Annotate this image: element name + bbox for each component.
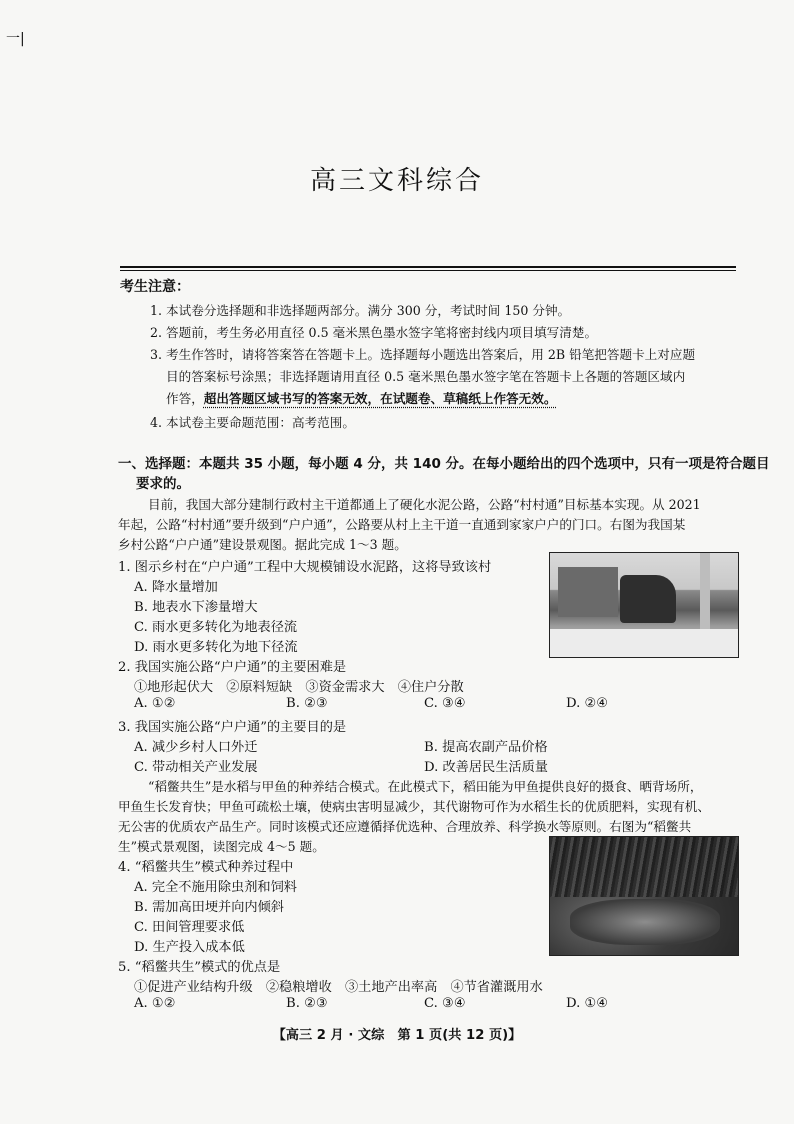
q3-stem: 3. 我国实施公路“户户通”的主要目的是 <box>118 720 347 735</box>
rural-road-photo <box>549 552 739 658</box>
divider-thin <box>120 270 736 271</box>
notice-item-3-cont: 目的答案标号涂黑；非选择题请用直径 0.5 毫米黑色墨水签字笔在答题卡上各题的答题区域内 <box>166 369 686 384</box>
q2-option-d: D. ②④ <box>566 696 609 711</box>
photo-house <box>558 567 618 617</box>
q1-option-c: C. 雨水更多转化为地表径流 <box>134 620 298 635</box>
q2-option-b: B. ②③ <box>286 696 328 711</box>
q3-option-d: D. 改善居民生活质量 <box>424 760 548 775</box>
q4-option-a: A. 完全不施用除虫剂和饲料 <box>134 880 297 895</box>
photo-road <box>550 629 738 657</box>
notice-item-1: 1. 本试卷分选择题和非选择题两部分。满分 300 分，考试时间 150 分钟。 <box>150 303 571 318</box>
q3-option-a: A. 减少乡村人口外迁 <box>134 740 258 755</box>
q4-stem: 4. “稻鳖共生”模式种养过程中 <box>118 860 294 875</box>
q4-option-b: B. 需加高田埂并向内倾斜 <box>134 900 284 915</box>
q5-choices: ①促进产业结构升级 ②稳粮增收 ③土地产出率高 ④节省灌溉用水 <box>134 980 543 995</box>
intro2-line2: 甲鱼生长发育快；甲鱼可疏松土壤，使病虫害明显减少，其代谢物可作为水稻生长的优质肥料，实现有机、 <box>118 799 710 814</box>
notice-item-2: 2. 答题前，考生务必用直径 0.5 毫米黑色墨水签字笔将密封线内项目填写清楚。 <box>150 325 598 340</box>
q1-stem: 1. 图示乡村在“户户通”工程中大规模铺设水泥路，这将导致该村 <box>118 560 492 575</box>
notice-heading: 考生注意： <box>120 279 190 295</box>
q4-option-d: D. 生产投入成本低 <box>134 940 245 955</box>
q5-option-a: A. ①② <box>134 996 176 1011</box>
q2-option-c: C. ③④ <box>424 696 466 711</box>
q5-stem: 5. “稻鳖共生”模式的优点是 <box>118 960 281 975</box>
notice-emphasis: 超出答题区域书写的答案无效，在试题卷、草稿纸上作答无效。 <box>203 391 557 406</box>
intro1-line3: 乡村公路“户户通”建设景观图。据此完成 1～3 题。 <box>118 537 407 552</box>
photo-rice-plants <box>550 837 738 897</box>
corner-mark: 一| <box>6 31 25 47</box>
intro2-line4: 生”模式景观图，读图完成 4～5 题。 <box>118 839 325 854</box>
notice-item-3: 3. 考生作答时，请将答案答在答题卡上。选择题每小题选出答案后，用 2B 铅笔把答题卡上对应题 <box>150 347 696 362</box>
q1-option-d: D. 雨水更多转化为地下径流 <box>134 640 298 655</box>
notice-item-4: 4. 本试卷主要命题范围：高考范围。 <box>150 415 355 430</box>
q1-option-a: A. 降水量增加 <box>134 580 218 595</box>
q2-option-a: A. ①② <box>134 696 176 711</box>
intro1-line2: 年起，公路“村村通”要升级到“户户通”，公路要从村上主干道一直通到家家户户的门口。右图为我国某 <box>118 517 686 532</box>
section-heading-line2: 要求的。 <box>136 476 190 492</box>
photo-water <box>570 899 720 945</box>
q3-option-c: C. 带动相关产业发展 <box>134 760 258 775</box>
section-heading-line1: 一、选择题：本题共 35 小题，每小题 4 分，共 140 分。在每小题给出的四个选项中，只有一项是符合题目 <box>118 456 770 472</box>
intro1-line1: 目前，我国大部分建制行政村主干道都通上了硬化水泥公路，公路“村村通”目标基本实现。从 2021 <box>148 497 701 512</box>
page-footer: 【高三 2 月 · 文综 第 1 页(共 12 页)】 <box>272 1028 522 1043</box>
q2-choices: ①地形起伏大 ②原料短缺 ③资金需求大 ④住户分散 <box>134 680 464 695</box>
intro2-line1: “稻鳖共生”是水稻与甲鱼的种养结合模式。在此模式下，稻田能为甲鱼提供良好的摄食、晒背场所， <box>148 779 703 794</box>
q3-option-b: B. 提高农副产品价格 <box>424 740 548 755</box>
q5-option-d: D. ①④ <box>566 996 609 1011</box>
photo-cement-truck <box>620 575 676 623</box>
divider-thick <box>120 266 736 268</box>
q5-option-b: B. ②③ <box>286 996 328 1011</box>
rice-turtle-photo <box>549 836 739 956</box>
q2-stem: 2. 我国实施公路“户户通”的主要困难是 <box>118 660 347 675</box>
intro2-line3: 无公害的优质农产品生产。同时该模式还应遵循择优选种、合理放养、科学换水等原则。右图为“稻鳖共 <box>118 819 692 834</box>
page-title: 高三文科综合 <box>309 166 484 196</box>
q4-option-c: C. 田间管理要求低 <box>134 920 245 935</box>
q1-option-b: B. 地表水下渗量增大 <box>134 600 258 615</box>
q5-option-c: C. ③④ <box>424 996 466 1011</box>
notice-item-3-cont2 <box>166 388 556 407</box>
notice-item-3-tail: 作答， <box>166 391 204 406</box>
